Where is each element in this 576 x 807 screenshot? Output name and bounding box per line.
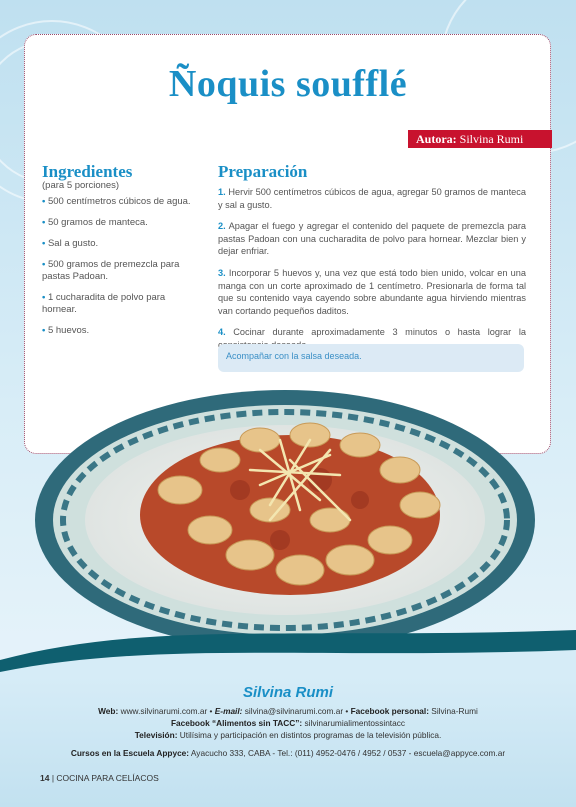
- ingredient-item: • 500 gramos de premezcla para pastas Padoan.: [42, 259, 202, 283]
- page-number-value: 14: [40, 773, 50, 783]
- recipe-title: Ñoquis soufflé: [168, 63, 408, 105]
- step: [218, 186, 526, 211]
- step-number: 1.: [218, 187, 226, 197]
- fb-page-label: Facebook “Alimentos sin TACC”:: [170, 718, 303, 728]
- ingredient-item: • Sal a gusto.: [42, 238, 202, 250]
- email-link[interactable]: silvina@silvinarumi.com.ar: [244, 706, 344, 716]
- portions: (para 5 porciones): [42, 180, 120, 191]
- courses-label: Cursos en la Escuela Appyce:: [70, 748, 190, 758]
- step-text: Incorporar 5 huevos y, una vez que está todo bien unido, volcar en una manga con un corte aproximado de 1 centímetro. Presionarla de forma tal que su contenido vaya cayendo sobre abundante agua hirviendo mientras van cortando pequeños daditos.: [218, 267, 526, 316]
- tv-label: Televisión:: [134, 730, 178, 740]
- step-text: Cocinar durante aproximadamente 3 minutos o hasta lograr la: [233, 327, 526, 338]
- page-number: 14 | COCINA PARA CELÍACOS: [40, 773, 159, 783]
- step: [218, 220, 526, 258]
- ingredients-heading: Ingredientes: [42, 162, 133, 181]
- ingredients-list: [42, 180, 202, 346]
- author-name: Silvina Rumi: [459, 132, 524, 146]
- fb-personal-link[interactable]: Silvina-Rumi: [431, 706, 478, 716]
- web-link[interactable]: www.silvinarumi.com.ar: [120, 706, 208, 716]
- email-label: E-mail:: [214, 706, 243, 716]
- ingredient-item: • 5 huevos.: [42, 325, 202, 337]
- web-label: Web:: [98, 706, 119, 716]
- ingredient-item: • 50 gramos de manteca.: [42, 217, 202, 229]
- fb-personal-label: Facebook personal:: [350, 706, 429, 716]
- courses-text: Ayacucho 333, CABA - Tel.: (011) 4952-0476 / 4952 / 0537 - escuela@appyce.com.ar: [190, 748, 506, 758]
- footer-fb-line: [0, 718, 576, 728]
- preparation-heading: Preparación: [218, 162, 308, 181]
- step-text: Apagar el fuego y agregar el contenido del paquete de premezcla para pastas Padoan con una cucharadita de polvo para hornear. Mezclar bien y dejar enfriar.: [218, 221, 527, 257]
- ingredient-item: • 1 cucharadita de polvo para hornear.: [42, 292, 202, 316]
- step-number: 3.: [218, 267, 226, 278]
- footer-courses-line: [0, 748, 576, 758]
- step-text: Hervir 500 centímetros cúbicos de agua, agregar 50 gramos de manteca y sal a gusto.: [218, 187, 526, 210]
- serving-note: Acompañar con la salsa deseada.: [218, 344, 524, 372]
- section-name: COCINA PARA CELÍACOS: [56, 773, 159, 783]
- author-badge: [408, 130, 552, 148]
- footer-contact-line: Web: www.silvinarumi.com.ar • E-mail: silvina@silvinarumi.com.ar • Facebook personal: Silvina-Rumi: [98, 706, 478, 716]
- fb-page-link[interactable]: silvinarumialimentossintacc: [304, 718, 406, 728]
- step-number: 4.: [218, 327, 226, 338]
- footer-name: Silvina Rumi: [242, 684, 334, 701]
- author-label: Autora:: [416, 132, 457, 146]
- step: [218, 267, 526, 317]
- footer-tv-line: [0, 730, 576, 740]
- preparation-steps: [218, 186, 526, 361]
- ingredient-item: • 500 centímetros cúbicos de agua.: [42, 196, 202, 208]
- tv-text: Utilísima y participación en distintos programas de la televisión pública.: [179, 730, 442, 740]
- step-number: 2.: [218, 221, 226, 232]
